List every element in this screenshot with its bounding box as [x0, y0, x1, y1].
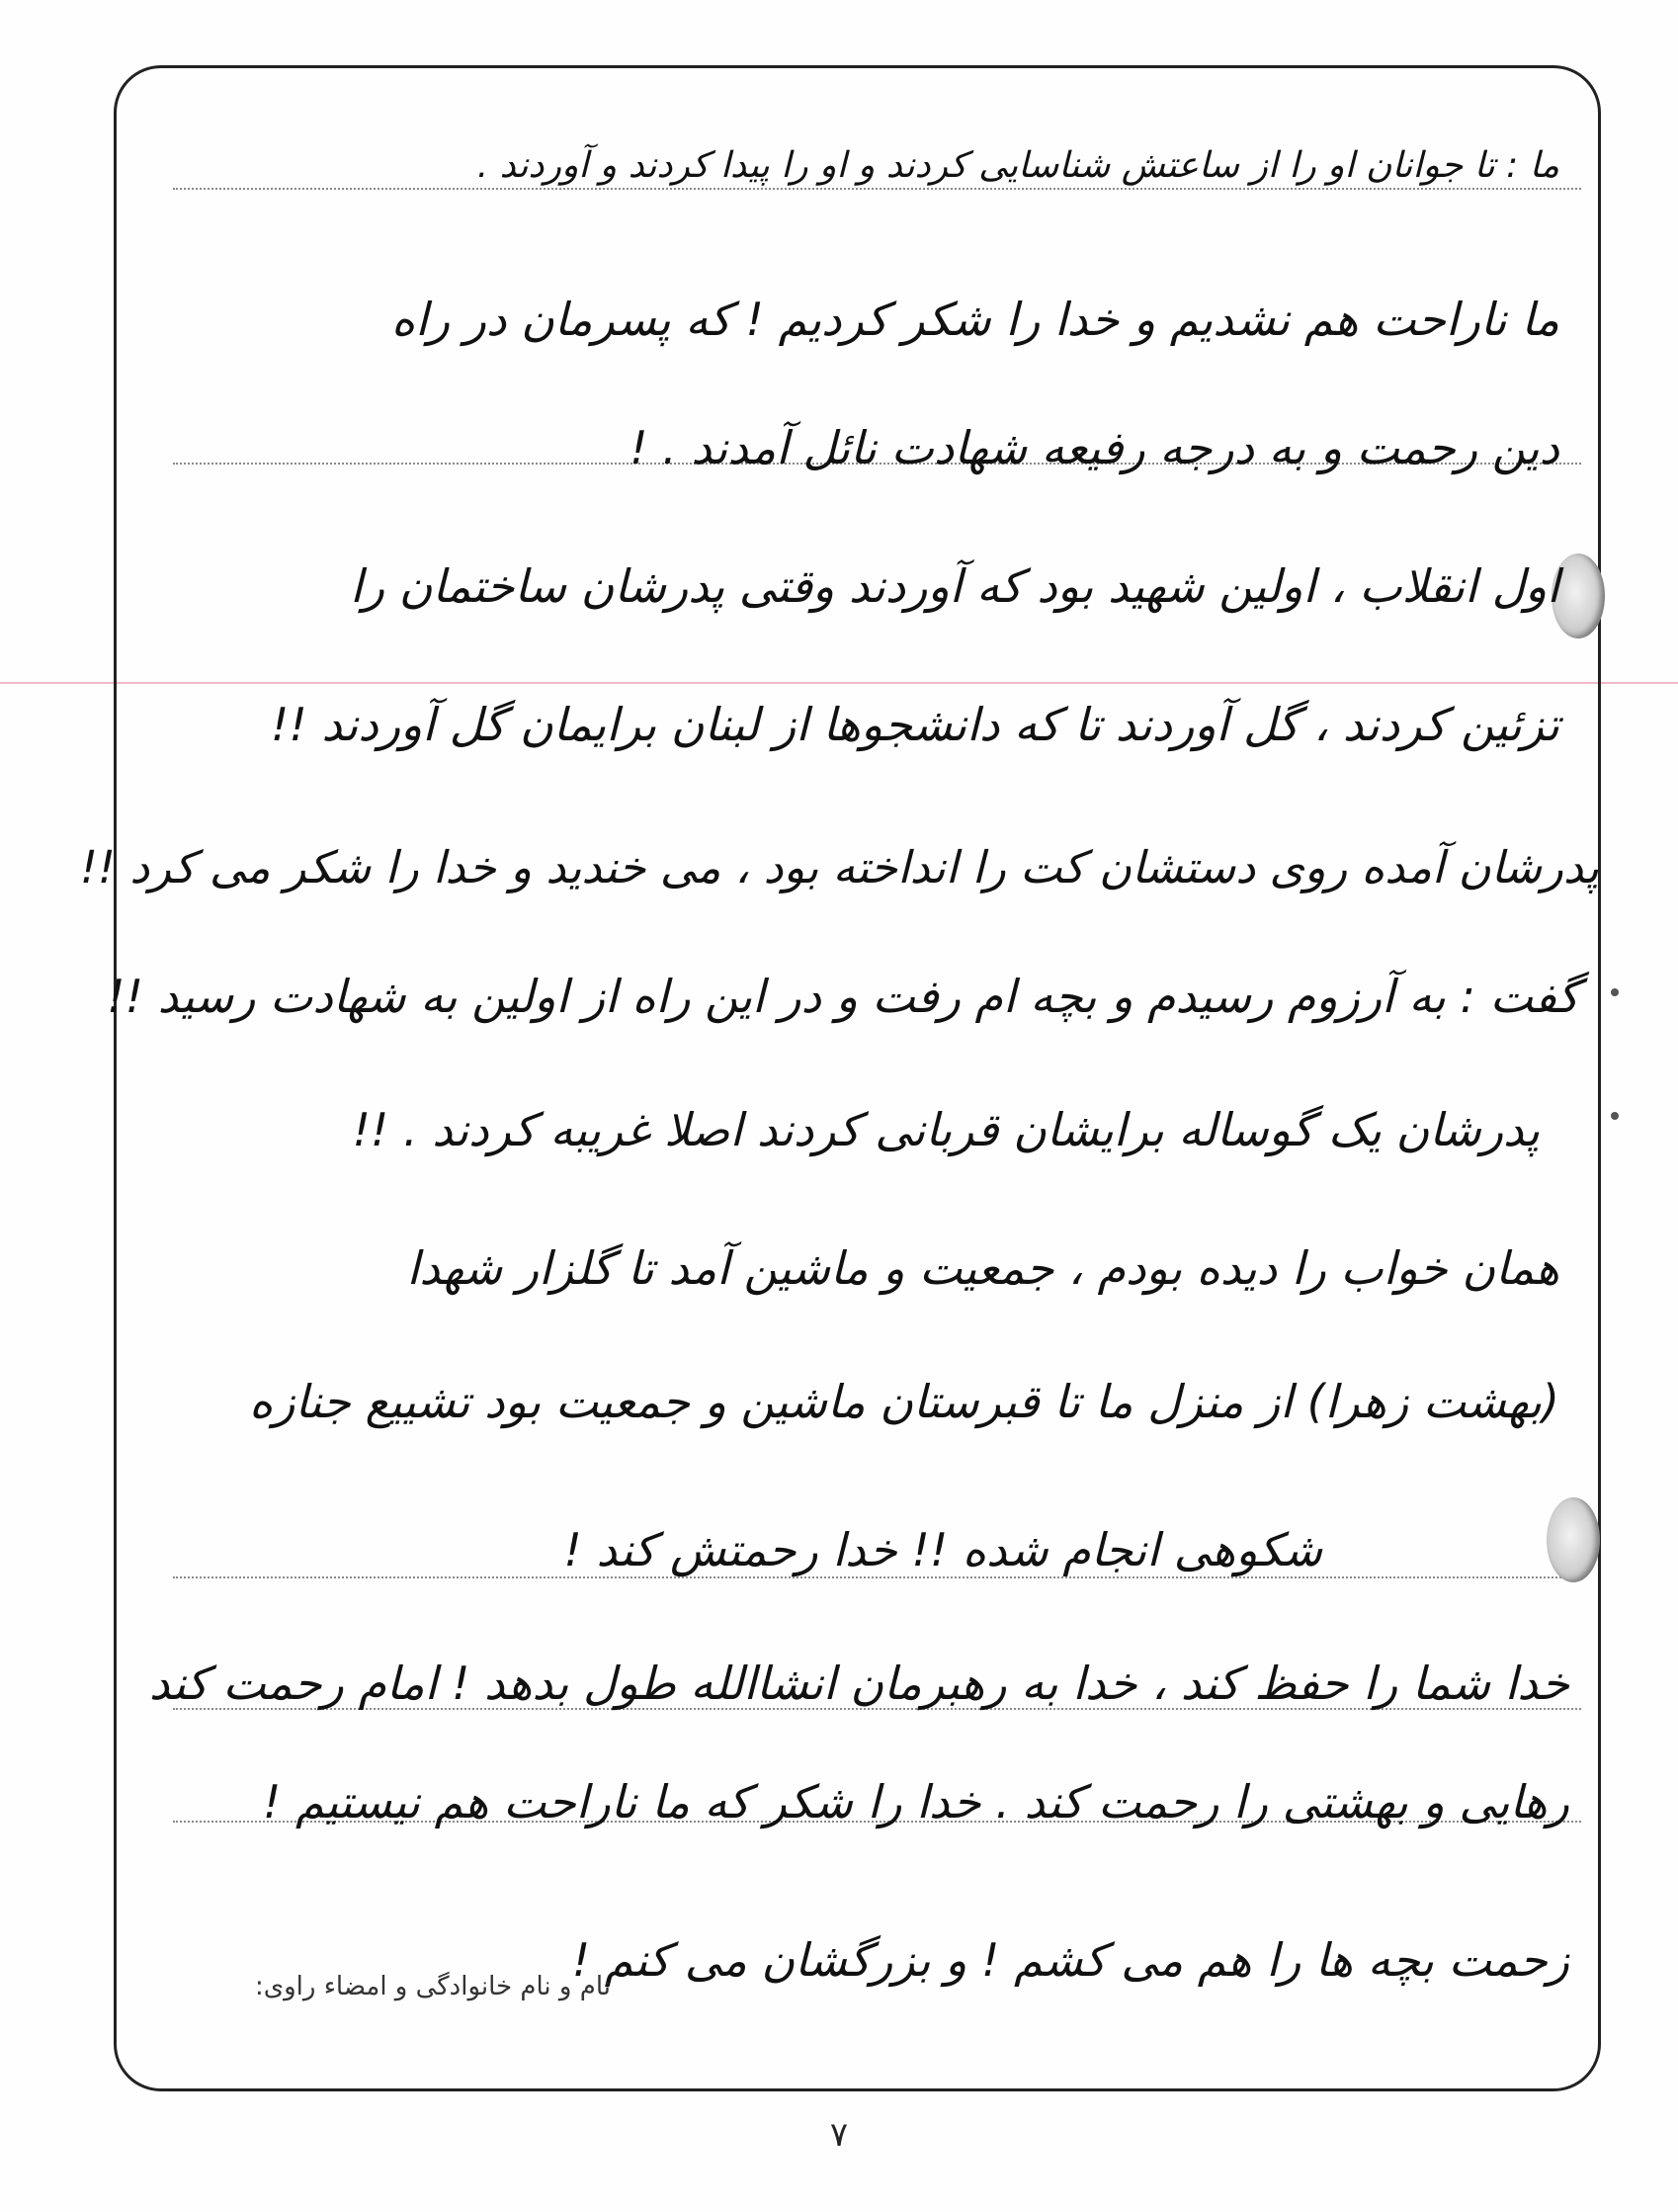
edge-dot-icon: [1611, 988, 1619, 996]
narrator-signature-label: نام و نام خانوادگی و امضاء راوی:: [254, 1972, 611, 2001]
handwritten-line-8: پدرشان یک گوساله برایشان قربانی کردند اصلا غریبه کردند . !!: [352, 1103, 1540, 1156]
ruled-line: [173, 1576, 1581, 1578]
page-number: ۷: [829, 2115, 849, 2155]
handwritten-line-10: (بهشت زهرا) از منزل ما تا قبرستان ماشین و جمعیت بود تشییع جنازه: [249, 1375, 1559, 1428]
handwritten-line-11: شکوهی انجام شده !! خدا رحمتش کند !: [563, 1523, 1322, 1576]
handwritten-line-2: ما ناراحت هم نشدیم و خدا را شکر کردیم ! که پسرمان در راه: [391, 293, 1559, 346]
handwritten-line-1: ما : تا جوانان او را از ساعتش شناسایی کردند و او را پیدا کردند و آوردند .: [476, 145, 1559, 186]
binder-hole-icon: [1552, 553, 1605, 638]
binder-hole-icon: [1547, 1497, 1600, 1582]
handwritten-line-3: دین رحمت و به درجه رفیعه شهادت نائل آمدند . !: [629, 421, 1559, 474]
handwritten-line-12: خدا شما را حفظ کند ، خدا به رهبرمان انشاالله طول بدهد ! امام رحمت کند: [148, 1657, 1569, 1710]
ruled-line: [173, 188, 1581, 190]
handwritten-line-7: گفت : به آرزوم رسیدم و بچه ام رفت و در این راه از اولین به شهادت رسید !!: [107, 970, 1579, 1023]
edge-dot-icon: [1611, 1112, 1619, 1120]
handwritten-line-13: رهایی و بهشتی را رحمت کند . خدا را شکر که ما ناراحت هم نیستیم !: [262, 1775, 1569, 1829]
handwritten-line-6: پدرشان آمده روی دستشان کت را انداخته بود ، می خندید و خدا را شکر می کرد !!: [79, 841, 1599, 893]
handwritten-line-9: همان خواب را دیده بودم ، جمعیت و ماشین آمد تا گلزار شهدا: [406, 1241, 1559, 1295]
handwritten-line-5: تزئین کردند ، گل آوردند تا که دانشجوها از لبنان برایمان گل آوردند !!: [270, 698, 1559, 751]
handwritten-line-14: زحمت بچه ها را هم می کشم ! و بزرگشان می کنم !: [571, 1933, 1569, 1987]
handwritten-line-4: اول انقلاب ، اولین شهید بود که آوردند وقتی پدرشان ساختمان را: [350, 559, 1559, 613]
